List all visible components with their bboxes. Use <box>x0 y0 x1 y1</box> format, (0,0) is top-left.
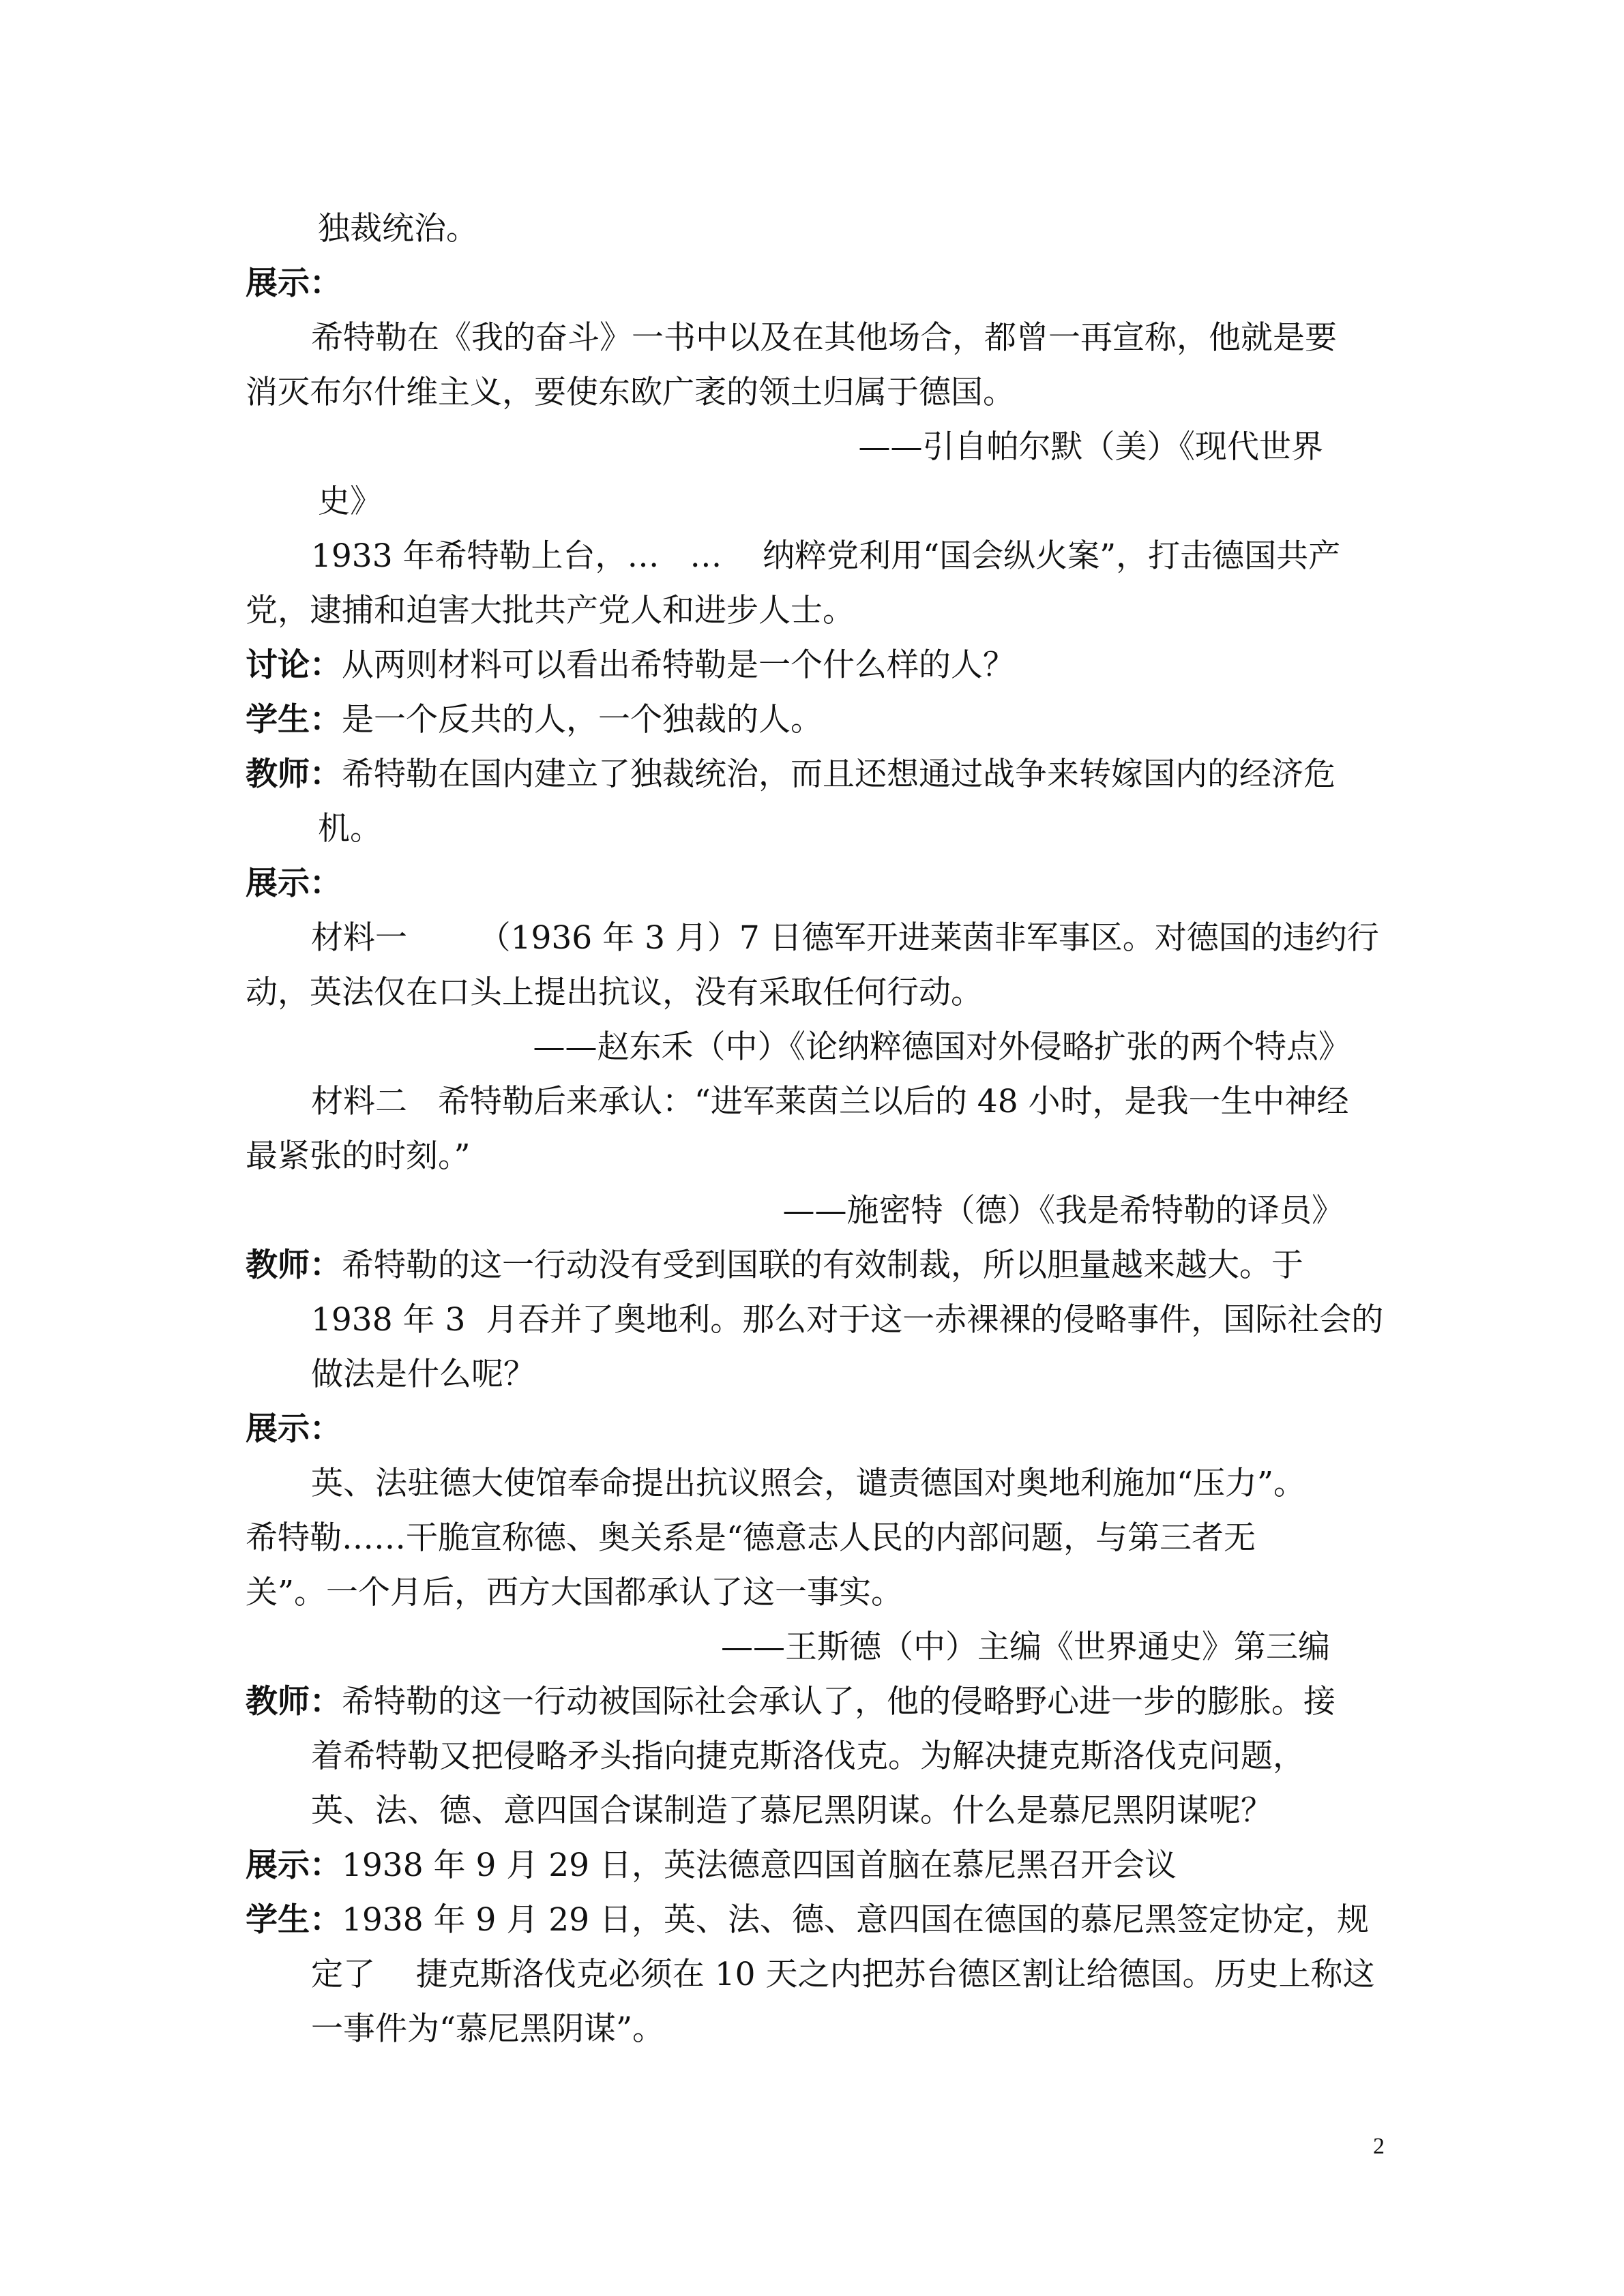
dialogue-text: 希特勒在国内建立了独裁统治，而且还想通过战争来转嫁国内的经济危 <box>342 756 1335 793</box>
dialogue-text: 是一个反共的人，一个独裁的人。 <box>342 701 823 739</box>
text-line: 独裁统治。 <box>318 210 478 248</box>
text-line: 1938 年 3 月吞并了奥地利。那么对于这一赤裸裸的侵略事件，国际社会的 <box>311 1301 1384 1339</box>
text-line: 一事件为“慕尼黑阴谋”。 <box>311 2010 665 2048</box>
citation-line: ——王斯德（中）主编《世界通史》第三编 <box>721 1628 1330 1666</box>
citation-line: ——引自帕尔默（美）《现代世界 <box>858 428 1323 466</box>
citation-line: 史》 <box>318 483 382 520</box>
dialogue-text: 1938 年 9 月 29 日，英、法、德、意四国在德国的慕尼黑签定协定，规 <box>342 1901 1370 1939</box>
dialogue-line <box>246 1845 1177 1886</box>
text-line: 关”。一个月后，西方大国都承认了这一事实。 <box>246 1574 904 1611</box>
text-line: 党，逮捕和迫害大批共产党人和进步人士。 <box>246 592 855 629</box>
text-line: 材料二 希特勒后来承认：“进军莱茵兰以后的 48 小时，是我一生中神经 <box>311 1083 1349 1120</box>
dialogue-line <box>246 1245 1303 1286</box>
speaker-label-student: 学生： <box>246 1901 342 1939</box>
citation-line: ——施密特（德）《我是希特勒的译员》 <box>782 1192 1344 1229</box>
speaker-label-show: 展示： <box>246 865 342 902</box>
dialogue-line <box>246 754 1335 795</box>
text-line: 最紧张的时刻。” <box>246 1137 471 1175</box>
text-line: 动，英法仅在口头上提出抗议，没有采取任何行动。 <box>246 974 983 1011</box>
speaker-label-student: 学生： <box>246 701 342 739</box>
dialogue-text: 希特勒的这一行动没有受到国联的有效制裁，所以胆量越来越大。于 <box>342 1247 1303 1284</box>
text-line: 英、法驻德大使馆奉命提出抗议照会，谴责德国对奥地利施加“压力”。 <box>311 1465 1306 1502</box>
text-line: 做法是什么呢？ <box>311 1356 535 1393</box>
speaker-label-show: 展示： <box>246 1410 342 1448</box>
citation-line: ——赵东禾（中）《论纳粹德国对外侵略扩张的两个特点》 <box>533 1028 1350 1066</box>
page-number: 2 <box>1373 2134 1385 2159</box>
text-line: 希特勒……干脆宣称德、奥关系是“德意志人民的内部问题，与第三者无 <box>246 1519 1256 1557</box>
text-line: 机。 <box>318 810 382 848</box>
text-line: 着希特勒又把侵略矛头指向捷克斯洛伐克。为解决捷克斯洛伐克问题， <box>311 1738 1305 1775</box>
text-line: 消灭布尔什维主义，要使东欧广袤的领土归属于德国。 <box>246 374 1015 411</box>
dialogue-line <box>246 700 823 741</box>
text-line: 英、法、德、意四国合谋制造了慕尼黑阴谋。什么是慕尼黑阴谋呢？ <box>311 1792 1273 1830</box>
dialogue-line <box>246 1682 1335 1723</box>
dialogue-line <box>246 1900 1369 1941</box>
speaker-label-teacher: 教师： <box>246 1683 342 1720</box>
speaker-label-show: 展示： <box>246 1847 342 1884</box>
text-line: 1933 年希特勒上台，… … 纳粹党利用“国会纵火案”，打击德国共产 <box>311 537 1341 575</box>
text-line: 材料一 （1936 年 3 月）7 日德军开进莱茵非军事区。对德国的违约行 <box>311 919 1379 957</box>
speaker-label-discussion: 讨论： <box>246 646 342 684</box>
speaker-label-teacher: 教师： <box>246 1247 342 1284</box>
dialogue-text: 从两则材料可以看出希特勒是一个什么样的人？ <box>342 646 1015 684</box>
dialogue-text: 希特勒的这一行动被国际社会承认了，他的侵略野心进一步的膨胀。接 <box>342 1683 1335 1720</box>
text-line: 希特勒在《我的奋斗》一书中以及在其他场合，都曾一再宣称，他就是要 <box>311 319 1337 357</box>
dialogue-text: 1938 年 9 月 29 日，英法德意四国首脑在慕尼黑召开会议 <box>342 1847 1177 1884</box>
speaker-label-show: 展示： <box>246 265 342 302</box>
dialogue-line <box>246 645 1015 686</box>
text-line: 定了 捷克斯洛伐克必须在 10 天之内把苏台德区割让给德国。历史上称这 <box>311 1956 1375 1993</box>
speaker-label-teacher: 教师： <box>246 756 342 793</box>
